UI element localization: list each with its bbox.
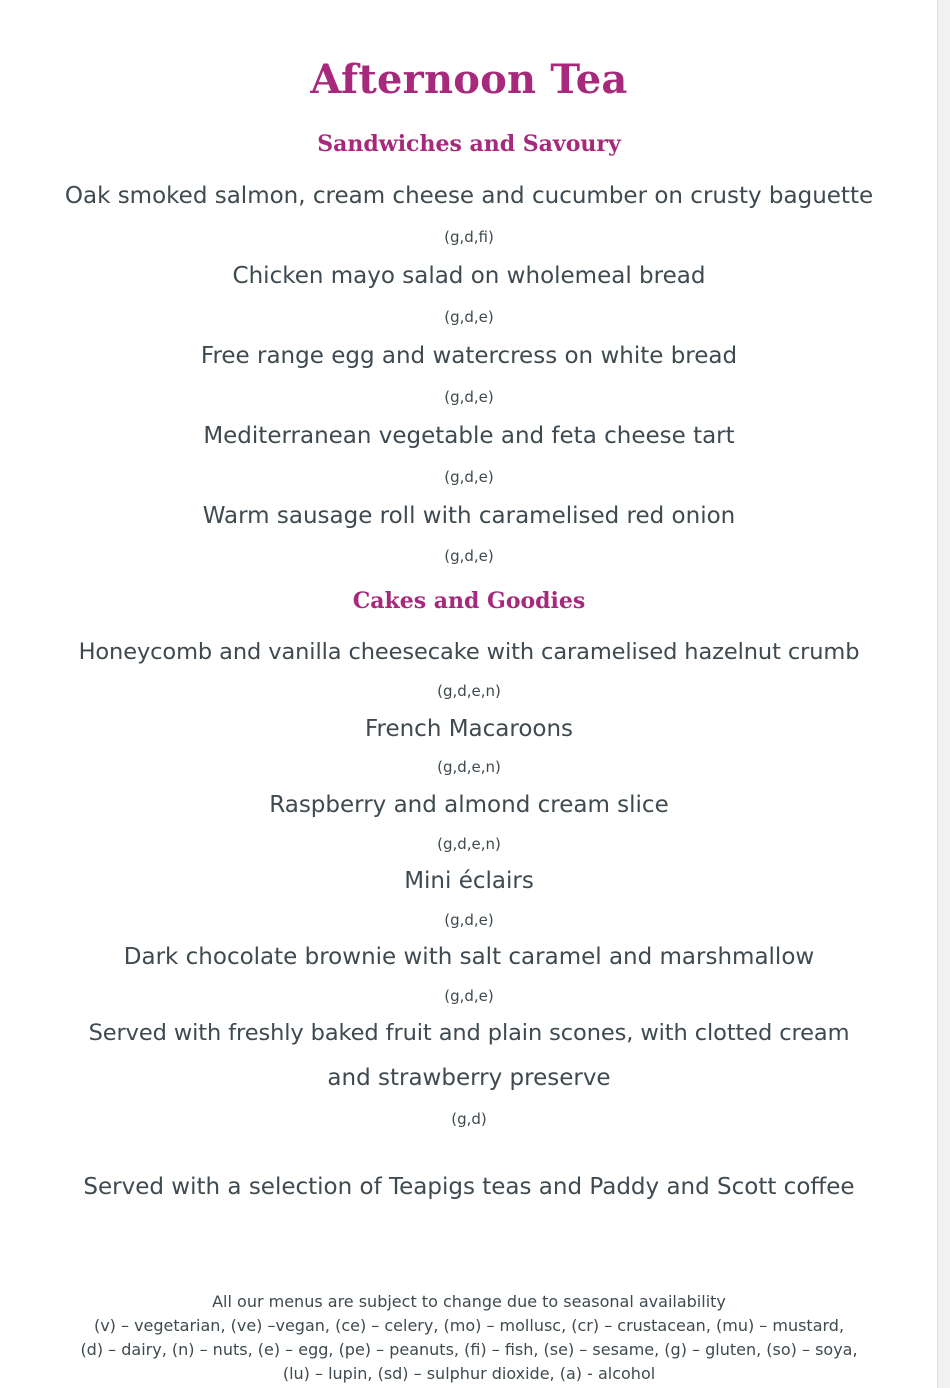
drinks-note: Served with a selection of Teapigs teas and Paddy and Scott coffee: [83, 1174, 855, 1200]
menu-item-name: Honeycomb and vanilla cheesecake with caramelised hazelnut crumb: [78, 639, 860, 665]
menu-item-name: Dark chocolate brownie with salt caramel and marshmallow: [123, 944, 815, 970]
menu-item-name: Chicken mayo salad on wholemeal bread: [232, 263, 706, 289]
menu-item-name: Free range egg and watercress on white bread: [200, 343, 738, 369]
menu-item-allergens: (g,d,e,n): [437, 835, 501, 853]
page-edge: [937, 0, 950, 1388]
allergen-key-line: (v) – vegetarian, (ve) –vegan, (ce) – celery, (mo) – mollusc, (cr) – crustacean, (mu) – mustard,: [93, 1316, 845, 1335]
menu-item-name: Served with freshly baked fruit and plain scones, with clotted cream: [88, 1020, 850, 1046]
menu-item-name: Mini éclairs: [404, 868, 534, 894]
section-heading-sandwiches: Sandwiches and Savoury: [317, 131, 621, 157]
footer-notice: All our menus are subject to change due to seasonal availability: [212, 1292, 726, 1311]
menu-item-name: French Macaroons: [364, 716, 574, 742]
menu-item-allergens: (g,d,e): [444, 547, 494, 565]
menu-item-allergens: (g,d,fi): [444, 228, 494, 246]
menu-item-name-continued: and strawberry preserve: [327, 1065, 611, 1091]
menu-item-allergens: (g,d,e,n): [437, 758, 501, 776]
allergen-key-line: (lu) – lupin, (sd) – sulphur dioxide, (a) - alcohol: [282, 1364, 656, 1383]
menu-item-allergens: (g,d,e): [444, 308, 494, 326]
menu-item-allergens: (g,d,e): [444, 911, 494, 929]
menu-item-allergens: (g,d,e): [444, 987, 494, 1005]
menu-title: Afternoon Tea: [310, 56, 628, 103]
section-heading-cakes: Cakes and Goodies: [352, 588, 586, 614]
menu-item-allergens: (g,d): [451, 1110, 487, 1128]
menu-item-allergens: (g,d,e): [444, 388, 494, 406]
menu-item-name: Oak smoked salmon, cream cheese and cucumber on crusty baguette: [64, 183, 874, 209]
menu-item-name: Warm sausage roll with caramelised red onion: [202, 503, 736, 529]
menu-item-name: Raspberry and almond cream slice: [269, 792, 669, 818]
menu-item-allergens: (g,d,e,n): [437, 682, 501, 700]
menu-item-allergens: (g,d,e): [444, 468, 494, 486]
allergen-key-line: (d) – dairy, (n) – nuts, (e) – egg, (pe) – peanuts, (fi) – fish, (se) – sesame, (g) – gluten, (so) – soya,: [80, 1340, 858, 1359]
menu-item-name: Mediterranean vegetable and feta cheese tart: [203, 423, 735, 449]
